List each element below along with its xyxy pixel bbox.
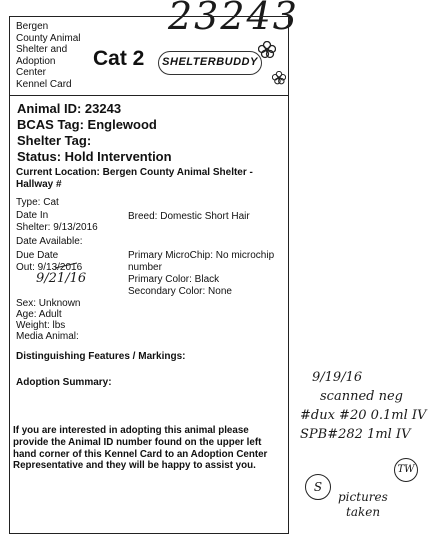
circled-mark bbox=[305, 474, 331, 500]
breed-field: Breed: Domestic Short Hair bbox=[128, 211, 250, 222]
distinguishing-features-heading: Distinguishing Features / Markings: bbox=[16, 351, 186, 362]
instructions-line: provide the Animal ID number found on the upper left bbox=[13, 436, 262, 448]
microchip-line: number bbox=[128, 261, 162, 273]
initials-circle bbox=[394, 458, 418, 482]
shelter-name-line: Bergen bbox=[16, 21, 49, 32]
date-in-line: Date In bbox=[16, 210, 49, 221]
kennel-card bbox=[9, 16, 289, 534]
adoption-instructions bbox=[13, 425, 289, 472]
current-location: Current Location: Bergen County Animal Shelter - Hallway # bbox=[16, 167, 253, 190]
card-header bbox=[10, 17, 288, 96]
date-in-field bbox=[16, 210, 98, 233]
pictures-line: pictures bbox=[338, 490, 388, 504]
weight-field: Weight: lbs bbox=[16, 320, 66, 331]
status: Status: Hold Intervention bbox=[17, 149, 172, 164]
cat-label: Cat 2 bbox=[93, 47, 145, 70]
note-line: 9/19/16 bbox=[312, 370, 363, 385]
logo-word-shelter: SHELTER bbox=[162, 56, 217, 68]
handwritten-pictures-note bbox=[338, 490, 388, 520]
shelter-name-line: Center bbox=[16, 67, 47, 78]
instructions-line: hand corner of this Kennel Card to an Adoption Center bbox=[13, 448, 268, 460]
initials-text: TW bbox=[397, 464, 415, 475]
shelter-name bbox=[16, 21, 96, 90]
handwritten-due-date: 9/21/16 bbox=[36, 271, 87, 286]
sex-field: Sex: Unknown bbox=[16, 298, 81, 309]
note-line: SPB#282 1ml IV bbox=[300, 427, 411, 442]
circled-mark-text: S bbox=[313, 480, 323, 494]
handwritten-animal-id: 23243 bbox=[168, 0, 299, 38]
shelter-tag: Shelter Tag: bbox=[17, 133, 92, 148]
handwritten-notes bbox=[300, 368, 426, 444]
due-date-line: Out: 9/13/2016 bbox=[16, 261, 83, 273]
note-line: scanned neg bbox=[320, 389, 403, 404]
age-field: Age: Adult bbox=[16, 309, 62, 320]
instructions-line: Representative and they will be happy to assist you. bbox=[13, 460, 256, 472]
shelter-name-line: Adoption bbox=[16, 55, 56, 67]
strikethrough-mark bbox=[54, 262, 78, 270]
shelter-name-line: Kennel Card bbox=[16, 78, 72, 90]
adoption-summary-heading: Adoption Summary: bbox=[16, 377, 112, 388]
id-block bbox=[17, 101, 172, 165]
flower-icon bbox=[272, 71, 286, 85]
shelterbuddy-logo bbox=[158, 51, 262, 75]
instructions-line: If you are interested in adopting this animal please bbox=[13, 425, 249, 436]
logo-word-buddy: BUDDY bbox=[216, 56, 258, 68]
media-animal-field: Media Animal: bbox=[16, 331, 79, 342]
shelter-name-line: Shelter and bbox=[16, 44, 68, 55]
primary-color-field: Primary Color: Black bbox=[128, 274, 220, 285]
date-in-line: Shelter: 9/13/2016 bbox=[16, 221, 98, 233]
bcas-tag: BCAS Tag: Englewood bbox=[17, 117, 157, 132]
shelter-name-line: County Animal bbox=[16, 32, 81, 44]
pictures-line: taken bbox=[346, 505, 381, 519]
date-available-field: Date Available: bbox=[16, 236, 83, 247]
note-line: #dux #20 0.1ml IV bbox=[300, 408, 427, 423]
secondary-color-field: Secondary Color: None bbox=[128, 286, 232, 297]
animal-id: Animal ID: 23243 bbox=[17, 101, 122, 116]
microchip-field bbox=[128, 250, 274, 273]
type-field: Type: Cat bbox=[16, 197, 59, 208]
microchip-line: Primary MicroChip: No microchip bbox=[128, 250, 275, 261]
flower-icon bbox=[258, 41, 276, 59]
due-date-line: Due Date bbox=[16, 250, 59, 261]
